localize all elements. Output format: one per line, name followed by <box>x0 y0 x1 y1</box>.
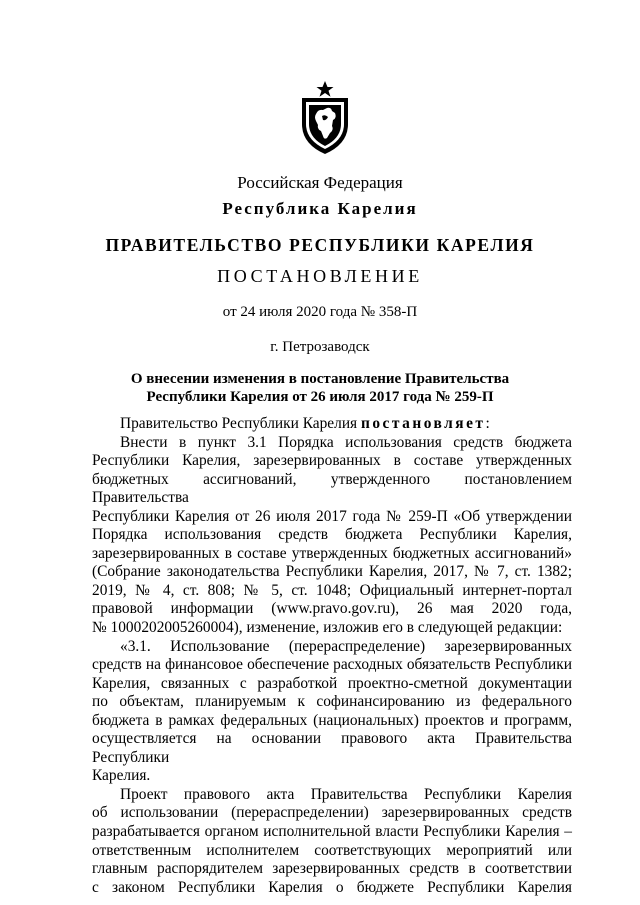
body-line: № 1000202005260004), изменение, изложив его в следующей редакции: <box>92 619 563 637</box>
body-line: 2019, № 4, ст. 808; № 5, ст. 1048; Официальный интернет-портал <box>92 581 572 599</box>
body-line: Республики Карелия, зарезервированных в составе утвержденных <box>92 452 572 470</box>
body-line: Карелия, связанных с разработкой проектно-сметной документации <box>92 674 572 692</box>
date-number: от 24 июля 2020 года № 358-П <box>222 304 418 320</box>
document-body <box>92 415 572 897</box>
document-title <box>0 370 640 406</box>
decree-prefix: Правительство Республики Карелия <box>120 415 361 432</box>
republic-name: Республика Карелия <box>222 199 418 218</box>
body-line: зарезервированных в составе утвержденных бюджетных ассигнований» <box>92 544 572 562</box>
document-type: ПОСТАНОВЛЕНИЕ <box>217 266 423 286</box>
country-name: Российская Федерация <box>237 173 403 192</box>
decree-colon: : <box>485 415 490 432</box>
authority-name: ПРАВИТЕЛЬСТВО РЕСПУБЛИКИ КАРЕЛИЯ <box>105 235 535 255</box>
body-line: с законом Республики Карелия о бюджете Республики Карелия <box>92 878 572 896</box>
city: г. Петрозаводск <box>270 339 370 355</box>
body-line: об использовании (перераспределении) зарезервированных средств <box>92 804 572 822</box>
body-line: главным распорядителем зарезервированных средств в соответствии <box>92 860 572 878</box>
body-line: Республики Карелия от 26 июля 2017 года № 259-П «Об утверждении <box>92 507 572 525</box>
body-line: бюджета в рамках федеральных (национальных) проектов и программ, <box>92 711 572 729</box>
karelia-coat-of-arms-icon <box>296 80 354 156</box>
body-line: «3.1. Использование (перераспределение) зарезервированных <box>120 637 572 655</box>
body-line: по объектам, планируемым к софинансированию из федерального <box>92 693 572 711</box>
body-line: бюджетных ассигнований, утвержденного постановлением Правительства <box>92 470 572 507</box>
body-line: осуществляется на основании правового акта Правительства Республики <box>92 730 572 766</box>
body-line: средств на финансовое обеспечение расходных обязательств Республики <box>92 656 572 674</box>
body-line: (Собрание законодательства Республики Карелия, 2017, № 7, ст. 1382; <box>92 563 572 581</box>
decree-word: постановляет <box>360 415 486 432</box>
title-line: О внесении изменения в постановление Правительства <box>130 371 510 387</box>
title-line: Республики Карелия от 26 июля 2017 года № 259-П <box>146 389 494 405</box>
body-line: правовой информации (www.pravo.gov.ru), 26 мая 2020 года, <box>92 600 572 618</box>
body-line: разрабатывается органом исполнительной власти Республики Карелия – <box>92 823 572 841</box>
body-line: Внести в пункт 3.1 Порядка использования средств бюджета <box>120 433 572 451</box>
body-line: Карелия. <box>92 767 151 785</box>
body-line: ответственным исполнителем соответствующих мероприятий или <box>92 841 572 859</box>
decree-line <box>92 415 572 434</box>
body-line: Порядка использования средств бюджета Республики Карелия, <box>92 526 572 544</box>
body-line: Проект правового акта Правительства Республики Карелия <box>120 785 572 803</box>
